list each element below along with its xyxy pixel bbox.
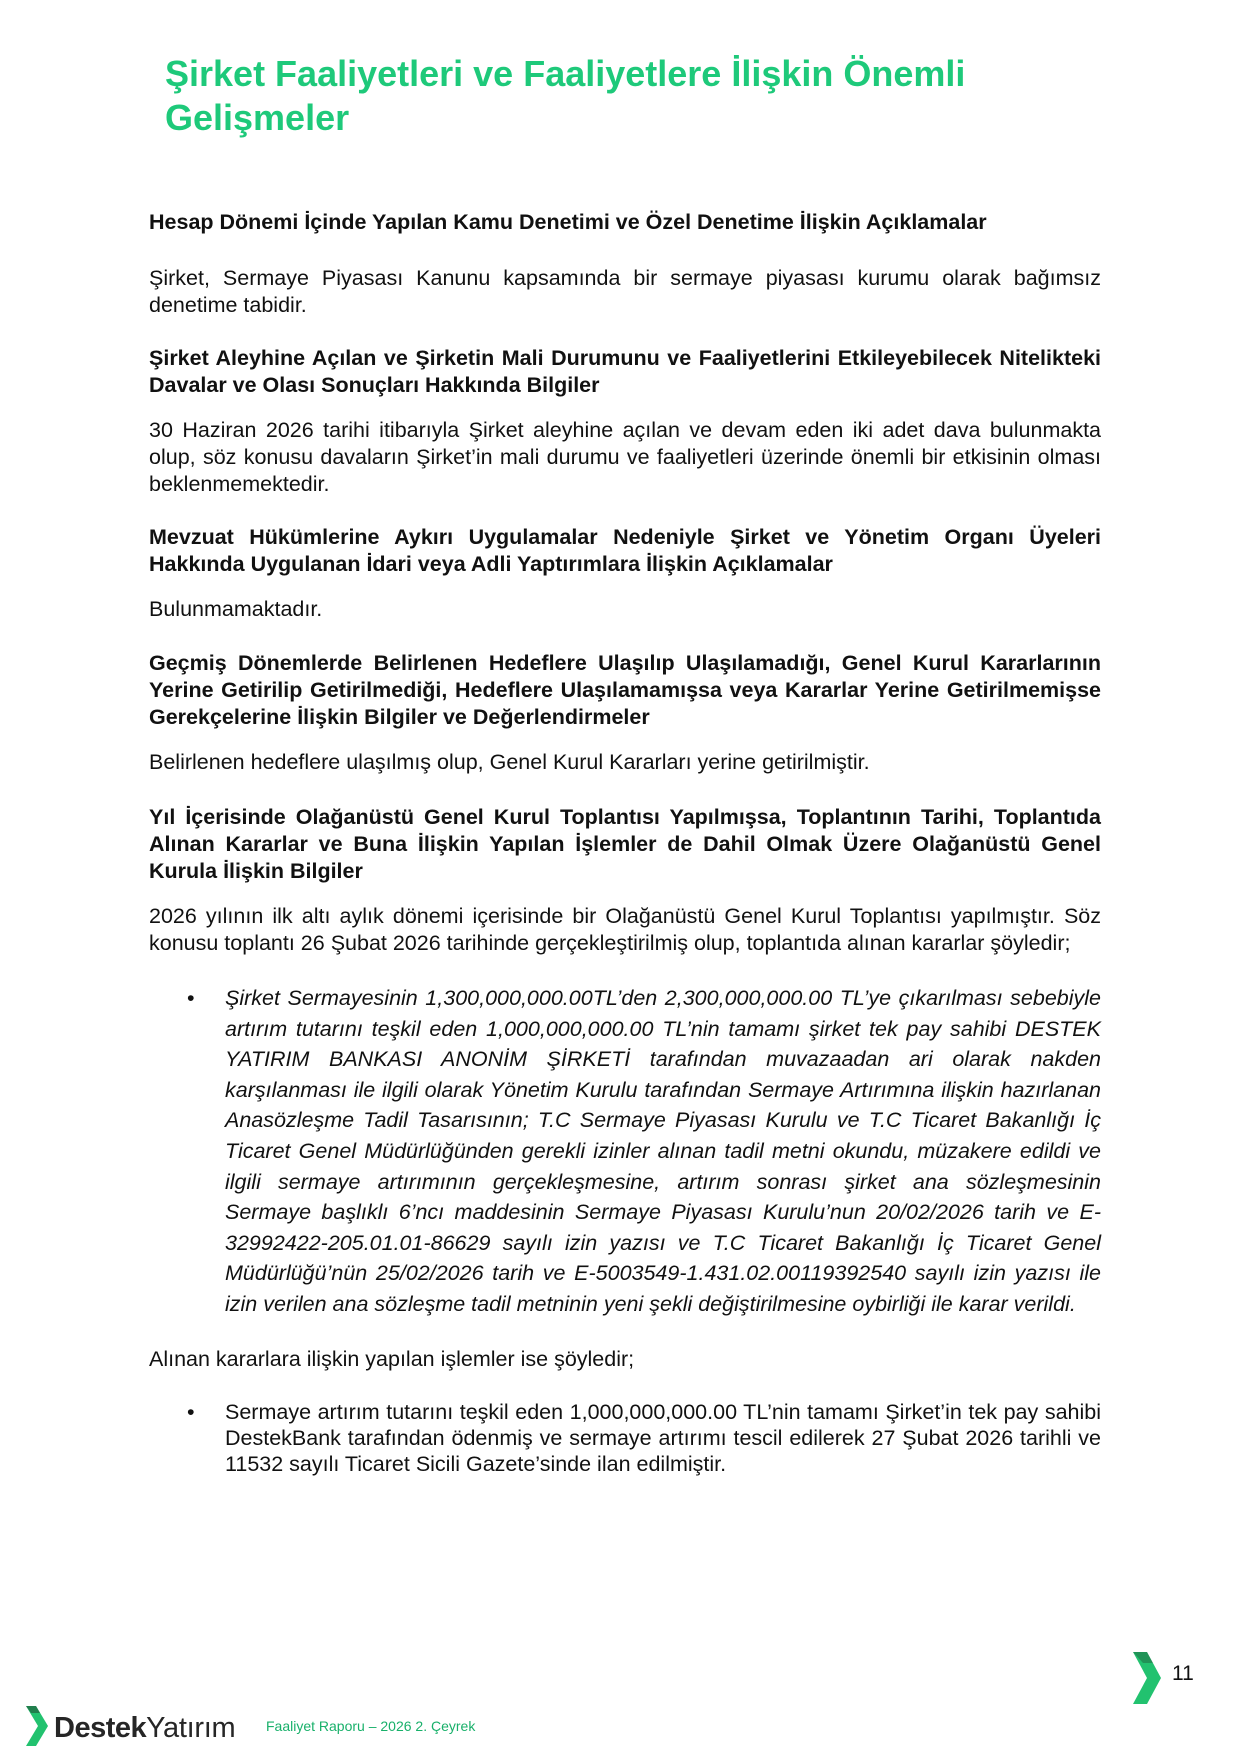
bullet-icon: • bbox=[187, 986, 195, 1010]
section-paragraph-general-assembly: 2026 yılının ilk altı aylık dönemi içerisinde bir Olağanüstü Genel Kurul Toplantısı yapılmıştır. Söz konusu toplantı 26 Şubat 2026 tarihinde gerçekleştirilmiş olup, toplantıda alınan kararlar şöyledir; bbox=[149, 904, 1101, 955]
actions-list bbox=[149, 1399, 1101, 1477]
section-heading-general-assembly: Yıl İçerisinde Olağanüstü Genel Kurul Toplantısı Yapılmışsa, Toplantının Tarihi, Toplantıda Alınan Kararlar ve Buna İlişkin Yapılan İşlemler de Dahil Olmak Üzere Olağanüstü Genel Kurula İlişkin Bilgiler bbox=[149, 805, 1101, 883]
section-heading-sanctions: Mevzuat Hükümlerine Aykırı Uygulamalar Nedeniyle Şirket ve Yönetim Organı Üyeleri Hakkında Uygulanan İdari veya Adli Yaptırımlara İlişkin Açıklamalar bbox=[149, 525, 1101, 576]
logo-wordmark-light: Yatırım bbox=[146, 1712, 236, 1744]
section-paragraph-audit: Şirket, Sermaye Piyasası Kanunu kapsamında bir sermaye piyasası kurumu olarak bağımsız denetime tabidir. bbox=[149, 266, 1101, 317]
section-heading-targets: Geçmiş Dönemlerde Belirlenen Hedeflere Ulaşılıp Ulaşılamadığı, Genel Kurul Kararlarının Yerine Getirilip Getirilmediği, Hedeflere Ulaşılamamışsa veya Kararlar Yerine Getirilmemişse Gerekçelerine İlişkin Bilgiler ve Değerlendirmeler bbox=[149, 651, 1101, 729]
decisions-list bbox=[149, 983, 1101, 1320]
page-title: Şirket Faaliyetleri ve Faaliyetlere İlişkin Önemli Gelişmeler bbox=[165, 53, 966, 138]
logo-wordmark bbox=[54, 1712, 235, 1744]
section-heading-lawsuits: Şirket Aleyhine Açılan ve Şirketin Mali Durumunu ve Faaliyetlerini Etkileyebilecek Nitelikteki Davalar ve Olası Sonuçları Hakkında Bilgiler bbox=[149, 346, 1101, 397]
section-paragraph-actions: Alınan kararlara ilişkin yapılan işlemler ise şöyledir; bbox=[149, 1346, 635, 1371]
section-paragraph-sanctions: Bulunmamaktadır. bbox=[149, 597, 323, 621]
chevron-arrow-icon bbox=[26, 1706, 48, 1746]
list-item-text: Şirket Sermayesinin 1,300,000,000.00TL’den 2,300,000,000.00 TL’ye çıkarılması sebebiyle artırım tutarını teşkil eden 1,000,000,000.00 TL’nin tamamı şirket tek pay sahibi DESTEK YATIRIM BANKASI ANONİM ŞİRKETİ tarafından muvazaadan ari olarak nakden karşılanması ile ilgili olarak Yönetim Kurulu tarafından Sermaye Artırımına ilişkin hazırlanan Anasözleşme Tadil Tasarısının; T.C Sermaye Piyasası Kurulu ve T.C Ticaret Bakanlığı İç Ticaret Genel Müdürlüğünden gerekli izinler alınan tadil metni okundu, müzakere edildi ve ilgili sermaye artırımının gerçekleşmesine, artırım sonrası şirket ana sözleşmesinin Sermaye başlıklı 6’ncı maddesinin Sermaye Piyasası Kurulu’nun 20/02/2026 tarih ve E-32992422-205.01.01-86629 sayılı izin yazısı ve T.C Ticaret Bakanlığı İç Ticaret Genel Müdürlüğü’nün 25/02/2026 tarih ve E-5003549-1.431.02.00119392540 sayılı izin yazısı ile izin verilen ana sözleşme tadil metninin yeni şekli değiştirilmesine oybirliği ile karar verildi. bbox=[225, 986, 1101, 1316]
logo-wordmark-bold: Destek bbox=[54, 1712, 147, 1744]
document-body bbox=[149, 209, 1101, 1503]
section-heading-audit: Hesap Dönemi İçinde Yapılan Kamu Denetimi ve Özel Denetime İlişkin Açıklamalar bbox=[149, 210, 987, 234]
bullet-icon: • bbox=[187, 1399, 195, 1424]
chevron-arrow-icon bbox=[1131, 1652, 1161, 1704]
list-item-text: Sermaye artırım tutarını teşkil eden 1,000,000,000.00 TL’nin tamamı Şirket’in tek pay sahibi DestekBank tarafından ödenmiş ve sermaye artırımı tescil edilerek 27 Şubat 2026 tarihli ve 11532 sayılı Ticaret Sicili Gazete’sinde ilan edilmiştir. bbox=[225, 1399, 1101, 1476]
page-number: 11 bbox=[1172, 1662, 1194, 1685]
footer-caption: Faaliyet Raporu – 2026 2. Çeyrek bbox=[266, 1718, 476, 1734]
section-paragraph-lawsuits: 30 Haziran 2026 tarihi itibarıyla Şirket aleyhine açılan ve devam eden iki adet dava bulunmakta olup, söz konusu davaların Şirket’in mali durumu ve faaliyetleri üzerinde önemli bir etkisinin olması beklenmemektedir. bbox=[149, 418, 1101, 496]
company-logo bbox=[26, 1706, 266, 1750]
section-paragraph-targets: Belirlenen hedeflere ulaşılmış olup, Genel Kurul Kararları yerine getirilmiştir. bbox=[149, 750, 870, 774]
list-item bbox=[149, 1399, 1101, 1477]
list-item bbox=[149, 983, 1101, 1320]
